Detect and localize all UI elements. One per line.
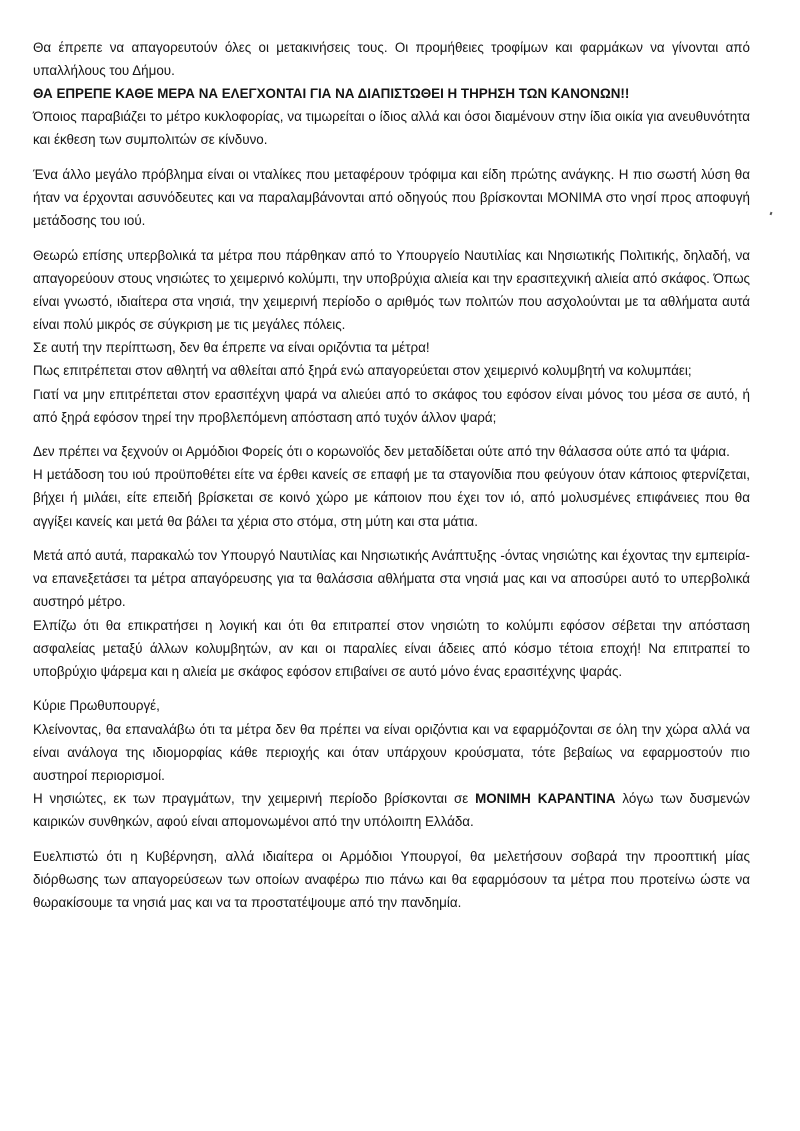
salutation: Κύριε Πρωθυπουργέ, (33, 698, 160, 714)
text-fragment: λόγω των δυσμενών καιρικών συνθηκών, αφού είναι απομονωμένοι από την υπόλοιπη Ελλάδα. (33, 790, 750, 829)
paragraph-trucks (33, 163, 750, 232)
paragraph-closing (33, 845, 750, 914)
emphasis-line: ΘΑ ΕΠΡΕΠΕ ΚΑΘΕ ΜΕΡΑ ΝΑ ΕΛΕΓΧΟΝΤΑΙ ΓΙΑ ΝΑ ΔΙΑΠΙΣΤΩΘΕΙ Η ΤΗΡΗΣΗ ΤΩΝ ΚΑΝΟΝΩΝ!! (33, 86, 630, 102)
text-line: Πως επιτρέπεται στον αθλητή να αθλείται από ξηρά ενώ απαγορεύεται στον χειμερινό κολυμβητή να κολυμπάει; (33, 363, 692, 379)
bold-quarantine: ΜΟΝΙΜΗ ΚΑΡΑΝΤΙΝΑ (475, 790, 616, 806)
paragraph-transmission (33, 440, 750, 532)
paragraph-movement-restrictions (33, 36, 750, 151)
text-line: Η μετάδοση του ιού προϋποθέτει είτε να έρθει κανείς σε επαφή με τα σταγονίδια που φεύγουν όταν κάποιος φτερνίζεται, βήχει ή μιλάει, είτε επειδή βρίσκεται σε κοινό χώρο με κάποιον που έχει τον ιό, από μολυσμένες επιφάνειες που θα αγγίξει κανείς και μετά θα βάλει τα χέρια στο στόμα, στη μύτη και στα μάτια. (33, 467, 750, 529)
text-line: Κλείνοντας, θα επαναλάβω ότι τα μέτρα δεν θα πρέπει να είναι οριζόντια και να εφαρμόζονται σε όλη την χώρα αλλά να είναι ανάλογα της ιδιομορφίας κάθε περιοχής και όταν υπάρχουν κρούσματα, τότε βεβαίως να εφαρμοστούν πιο αυστηροί περιορισμοί. (33, 721, 750, 783)
text-line: Ελπίζω ότι θα επικρατήσει η λογική και ότι θα επιτραπεί στον νησιώτη το κολύμπι εφόσον σέβεται την απόσταση ασφαλείας μεταξύ άλλων κολυμβητών, αν και οι παραλίες είναι άδειες από κόσμο τέτοια εποχή! Να επιτραπεί το υποβρύχιο ψάρεμα και η αλιεία με σκάφος εφόσον επιβαίνει σε αυτό μόνο ένας ερασιτέχνης ψαράς. (33, 617, 750, 679)
paragraph-request (33, 544, 750, 683)
paragraph-ministry-measures (33, 244, 750, 429)
text-line: Ευελπιστώ ότι η Κυβέρνηση, αλλά ιδιαίτερα οι Αρμόδιοι Υπουργοί, θα μελετήσουν σοβαρά την προοπτική μίας διόρθωσης των απαγορεύσεων των οποίων αναφέρω πιο πάνω και θα εφαρμόσουν τα μέτρα που προτείνω ώστε να θωρακίσουμε τα νησιά μας και να τα προστατέψουμε από την πανδημία. (33, 848, 750, 910)
text-line: Δεν πρέπει να ξεχνούν οι Αρμόδιοι Φορείς ότι ο κορωνοϊός δεν μεταδίδεται ούτε από την θάλασσα ούτε από τα ψάρια. (33, 444, 730, 460)
paragraph-prime-minister (33, 694, 750, 833)
text-line (33, 787, 750, 833)
text-line: Σε αυτή την περίπτωση, δεν θα έπρεπε να είναι οριζόντια τα μέτρα! (33, 340, 430, 356)
text-line: Μετά από αυτά, παρακαλώ τον Υπουργό Ναυτιλίας και Νησιωτικής Ανάπτυξης -όντας νησιώτης και έχοντας την εμπειρία- να επανεξετάσει τα μέτρα απαγόρευσης για τα θαλάσσια αθλήματα στα νησιά μας και να αποσύρει αυτό το υπερβολικά αυστηρό μέτρο. (33, 548, 750, 610)
text-line: Γιατί να μην επιτρέπεται στον ερασιτέχνη ψαρά να αλιεύει από το σκάφος του εφόσον είναι μόνος του μέσα σε αυτό, ή από ξηρά εφόσον τηρεί την προβλεπόμενη απόσταση από τυχόν άλλον ψαρά; (33, 386, 750, 425)
text-fragment: Η νησιώτες, εκ των πραγμάτων, την χειμερινή περίοδο βρίσκονται σε (33, 790, 476, 806)
text-line: Όποιος παραβιάζει το μέτρο κυκλοφορίας, να τιμωρείται ο ίδιος αλλά και όσοι διαμένουν στην ίδια οικία για ανευθυνότητα και έκθεση των συμπολιτών σε κίνδυνο. (33, 109, 750, 148)
text-line: Ένα άλλο μεγάλο πρόβλημα είναι οι νταλίκες που μεταφέρουν τρόφιμα και είδη πρώτης ανάγκης. Η πιο σωστή λύση θα ήταν να έρχονται ασυνόδευτες και να παραλαμβάνονται από οδηγούς που βρίσκονται ΜΟΝΙΜΑ στο νησί προς αποφυγή μετάδοσης του ιού. (33, 167, 750, 229)
text-line: Θεωρώ επίσης υπερβολικά τα μέτρα που πάρθηκαν από το Υπουργείο Ναυτιλίας και Νησιωτικής Πολιτικής, δηλαδή, να απαγορεύουν στους νησιώτες το χειμερινό κολύμπι, την υποβρύχια αλιεία και την ερασιτεχνική αλιεία από σκάφος. Όπως είναι γνωστό, ιδιαίτερα στα νησιά, την χειμερινή περίοδο ο αριθμός των πολιτών που ασχολούνται με τα αθλήματα αυτά είναι πολύ μικρός σε σύγκριση με τις μεγάλες πόλεις. (33, 247, 750, 333)
text-line: Θα έπρεπε να απαγορευτούν όλες οι μετακινήσεις τους. Οι προμήθειες τροφίμων και φαρμάκων να γίνονται από υπαλλήλους του Δήμου. (33, 40, 750, 79)
